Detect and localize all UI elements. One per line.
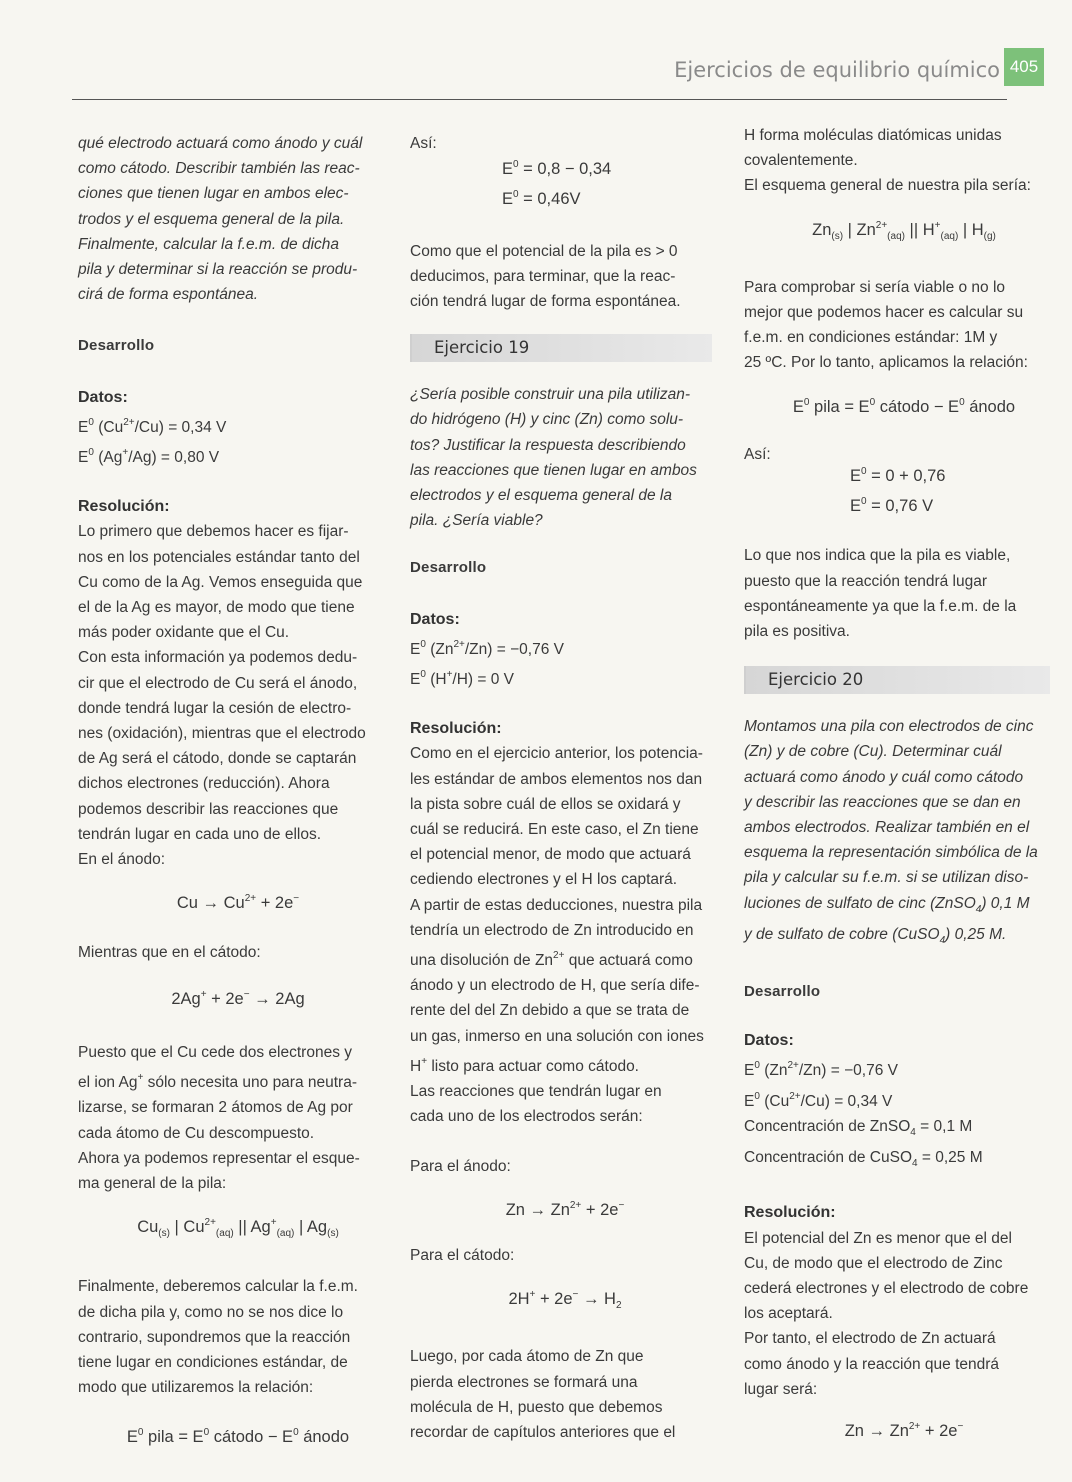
text-line: la pista sobre cuál de ellos se oxidará y — [410, 795, 681, 813]
text-line: lizarse, se formaran 2 átomos de Ag por — [78, 1099, 353, 1117]
resolution-paragraph — [410, 741, 720, 1129]
datos-heading: Datos: — [410, 610, 460, 628]
paragraph — [78, 1040, 398, 1196]
text-line: ánodo y un electrodo de H, que sería dife- — [410, 977, 700, 995]
text-line: tendría un electrodo de Zn introducido en — [410, 921, 694, 939]
text-line: contrario, supondremos que la reacción — [78, 1328, 351, 1346]
text-line: podemos describir las reacciones que — [78, 800, 339, 818]
exercise-statement-continued — [78, 131, 398, 307]
equation: $E^0 = 0,46V$ — [502, 189, 581, 209]
text-line: do hidrógeno (H) y cinc (Zn) como solu- — [410, 411, 684, 429]
text-line: cada átomo de Cu descompuesto. — [78, 1124, 315, 1142]
text-line: esquema la representación simbólica de la — [744, 844, 1038, 862]
dato-line: $E^0$ $(Zn^{2+}/Zn) = -0,76$ V — [410, 638, 564, 658]
text-line: trodos y el esquema general de la pila. — [78, 210, 345, 228]
text-line: luciones de sulfato de cinc (ZnSO$_4$) 0,1 M — [744, 894, 1030, 915]
exercise-statement — [744, 714, 1064, 953]
text-line: como cátodo. Describir también las reac- — [78, 160, 360, 178]
resolution-paragraph — [744, 1226, 1064, 1402]
equation: $E^0 = 0,8 - 0,34$ — [502, 159, 612, 179]
text-line: pila y calcular su f.e.m. si se utilizan diso- — [744, 869, 1029, 887]
text-line: Luego, por cada átomo de Zn que — [410, 1348, 644, 1366]
equation-anode: $Zn \to Zn^{2+} + 2e^-$ — [505, 1199, 625, 1219]
text-line: las reacciones que tienen lugar en ambos — [410, 461, 697, 479]
text-line: A partir de estas deducciones, nuestra pila — [410, 896, 703, 914]
text-line: ambos electrodos. Realizar también en el — [744, 819, 1030, 837]
text-line: Con esta información ya podemos dedu- — [78, 649, 358, 667]
text-line: cuál se reducirá. En este caso, el Zn tiene — [410, 821, 699, 839]
text-line: tendrán lugar en cada uno de ellos. — [78, 825, 322, 843]
dato-line: Concentración de CuSO$_4$ = 0,25 M — [744, 1149, 983, 1170]
header-title: Ejercicios de equilibrio químico — [674, 58, 1000, 82]
resolution-paragraph — [78, 519, 398, 872]
resolucion-heading: Resolución: — [78, 498, 170, 516]
exercise-statement — [410, 382, 720, 533]
text-line: Como que el potencial de la pila es > 0 — [410, 242, 678, 260]
equation-anode: $Cu \to Cu^{2+} + 2e^-$ — [176, 893, 300, 913]
paragraph — [78, 1274, 398, 1400]
text-line: (Zn) y de cobre (Cu). Determinar cuál — [744, 743, 1002, 761]
emf-relation: $E^0$ pila = $E^0$ cátodo − $E^0$ ánodo — [126, 1427, 350, 1447]
text-line: lugar será: — [744, 1380, 818, 1398]
text-line: rente del del Zn debido a que se trata de — [410, 1002, 690, 1020]
text-line: El potencial del Zn es menor que el del — [744, 1229, 1012, 1247]
dato-line: $E^0$ $(Cu^{2+}/Cu) = 0,34$ V — [744, 1090, 893, 1110]
column-2 — [410, 131, 720, 1445]
text-line: pila. ¿Sería viable? — [410, 512, 543, 530]
text-line: El esquema general de nuestra pila sería: — [744, 177, 1031, 195]
text-line: ma general de la pila: — [78, 1174, 227, 1192]
exercise-20-banner: Ejercicio 20 — [744, 666, 1050, 694]
text-line: Para el cátodo: — [410, 1246, 515, 1264]
column-1 — [78, 131, 398, 1451]
text-line: mejor que podemos hacer es calcular su — [744, 304, 1024, 322]
text-line: pila y determinar si la reacción se produ- — [78, 261, 358, 279]
dato-line: $E^0$ $(Zn^{2+}/Zn) = -0,76$ V — [744, 1060, 898, 1080]
text-line: Lo que nos indica que la pila es viable, — [744, 547, 1011, 565]
text-line: cediendo electrones y el H los captará. — [410, 871, 678, 889]
datos-heading: Datos: — [78, 388, 128, 406]
text-line: ¿Sería posible construir una pila utilizan- — [410, 386, 690, 404]
paragraph — [410, 1344, 720, 1445]
cell-scheme: $Zn_{(s)}$ | $Zn^{2+}_{(aq)}$ || $H^+_{(aq)}$ | $H_{(g)}$ — [812, 219, 996, 242]
dato-line: $E^0$ (Ag+/Ag) = 0,80 V — [78, 447, 220, 467]
text-line: cada uno de los electrodos serán: — [410, 1108, 643, 1126]
text-line: H+ listo para actuar como cátodo. — [410, 1055, 639, 1075]
text-line: Ahora ya podemos representar el esque- — [78, 1149, 360, 1167]
text-line: Como en el ejercicio anterior, los potencia- — [410, 745, 703, 763]
text-line: el potencial menor, de modo que actuará — [410, 846, 691, 864]
asi-label: Así: — [744, 445, 771, 463]
resolucion-heading: Resolución: — [744, 1204, 836, 1222]
column-3 — [744, 123, 1064, 1444]
text-line: Finalmente, calcular la f.e.m. de dicha — [78, 235, 340, 253]
text-line: ciones que tienen lugar en ambos elec- — [78, 185, 349, 203]
cell-scheme: $Cu_{(s)}$ | $Cu^{2+}_{(aq)}$ || $Ag^+_{(aq)}$ | $Ag_{(s)}$ — [137, 1217, 339, 1240]
text-line: de Ag será el cátodo, donde se captarán — [78, 750, 357, 768]
text-line: cederá electrones y el electrodo de cobre — [744, 1279, 1029, 1297]
text-line: Mientras que en el cátodo: — [78, 944, 261, 962]
equation: $E^0 = 0,76$ V — [850, 496, 934, 516]
resolucion-heading: Resolución: — [410, 720, 502, 738]
emf-relation: $E^0$ pila = $E^0$ cátodo − $E^0$ ánodo — [792, 396, 1016, 416]
dato-line: $E^0$ (H+/H) = 0 V — [410, 669, 515, 689]
text-line: Cu como de la Ag. Vemos enseguida que — [78, 573, 363, 591]
text-line: un gas, inmerso en una solución con iones — [410, 1027, 704, 1045]
text-line: cir que el electrodo de Cu será el ánodo, — [78, 674, 358, 692]
dato-line: $E^0$ $(Cu^{2+}/Cu) = 0,34$ V — [78, 416, 227, 436]
text-line: tos? Justificar la respuesta describiendo — [410, 436, 686, 454]
text-line: y describir las reacciones que se dan en — [744, 793, 1021, 811]
text-line: Por tanto, el electrodo de Zn actuará — [744, 1330, 996, 1348]
text-line: actuará como ánodo y cuál como cátodo — [744, 768, 1024, 786]
text-line: En el ánodo: — [78, 851, 166, 869]
text-line: y de sulfato de cobre (CuSO$_4$) 0,25 M. — [744, 925, 1007, 946]
text-line: Finalmente, deberemos calcular la f.e.m. — [78, 1278, 358, 1296]
text-line: de dicha pila y, como no se nos dice lo — [78, 1303, 344, 1321]
text-line: puesto que la reacción tendrá lugar — [744, 572, 987, 590]
equation-cathode: $2H^+ + 2e^- \to H_2$ — [508, 1289, 622, 1312]
text-line: 25 ºC. Por lo tanto, aplicamos la relación: — [744, 354, 1028, 372]
text-line: más poder oxidante que el Cu. — [78, 624, 290, 642]
section-heading-desarrollo: Desarrollo — [78, 337, 155, 355]
text-line: Montamos una pila con electrodos de cinc — [744, 718, 1034, 736]
text-line: el ion Ag+ sólo necesita uno para neutra- — [78, 1072, 358, 1092]
equation-cathode: 2Ag+ + 2e− → 2Ag — [171, 988, 305, 1008]
text-line: Para comprobar si sería viable o no lo — [744, 278, 1006, 296]
text-line: f.e.m. en condiciones estándar: 1M y — [744, 329, 998, 347]
paragraph — [410, 239, 720, 315]
equation: $E^0 = 0 + 0,76$ — [850, 466, 946, 486]
text-line: les estándar de ambos elementos nos dan — [410, 770, 703, 788]
text-line: ción tendrá lugar de forma espontánea. — [410, 293, 681, 311]
text-line: Puesto que el Cu cede dos electrones y — [78, 1043, 353, 1061]
text-line: electrodos y el esquema general de la — [410, 487, 672, 505]
paragraph — [744, 543, 1064, 644]
text-line: deducimos, para terminar, que la reac- — [410, 267, 676, 285]
text-line: los aceptará. — [744, 1305, 833, 1323]
text-line: molécula de H, puesto que debemos — [410, 1398, 663, 1416]
text-line: qué electrodo actuará como ánodo y cuál — [78, 135, 363, 152]
equation-anode: $Zn \to Zn^{2+} + 2e^-$ — [844, 1420, 964, 1440]
asi-label: Así: — [410, 135, 437, 152]
text-line: pierda electrones se formará una — [410, 1373, 638, 1391]
text-line: como ánodo y la reacción que tendrá — [744, 1355, 1000, 1373]
text-line: cirá de forma espontánea. — [78, 286, 259, 304]
text-line: Cu, de modo que el electrodo de Zinc — [744, 1254, 1003, 1272]
text-line: Las reacciones que tendrán lugar en — [410, 1083, 662, 1101]
text-line: recordar de capítulos anteriores que el — [410, 1423, 676, 1441]
datos-heading: Datos: — [744, 1032, 794, 1050]
text-line: pila es positiva. — [744, 623, 850, 641]
text-line: Lo primero que debemos hacer es fijar- — [78, 523, 349, 541]
text-line: nos en los potenciales estándar tanto del — [78, 548, 360, 566]
paragraph — [744, 123, 1064, 199]
text-line: modo que utilizaremos la relación: — [78, 1379, 314, 1397]
text-line: espontáneamente ya que la f.e.m. de la — [744, 597, 1017, 615]
text-line: covalentemente. — [744, 152, 858, 170]
header-divider — [72, 99, 1007, 100]
text-line: una disolución de $Zn^{2+}$ que actuará como — [410, 950, 693, 970]
dato-line: Concentración de ZnSO$_4$ = 0,1 M — [744, 1117, 973, 1138]
text-line: nes (oxidación), mientras que el electrodo — [78, 725, 366, 743]
text-line: Para el ánodo: — [410, 1157, 511, 1175]
exercise-19-banner: Ejercicio 19 — [410, 334, 712, 362]
text-line: H forma moléculas diatómicas unidas — [744, 127, 1002, 144]
text-line: el de la Ag es mayor, de modo que tiene — [78, 599, 355, 617]
section-heading-desarrollo: Desarrollo — [744, 983, 821, 1001]
text-line: dichos electrones (reducción). Ahora — [78, 775, 330, 793]
text-line: tiene lugar en condiciones estándar, de — [78, 1353, 348, 1371]
section-heading-desarrollo: Desarrollo — [410, 559, 487, 577]
page-number: 405 — [1004, 48, 1044, 86]
text-line: donde tendrá lugar la cesión de electro- — [78, 699, 352, 717]
paragraph — [744, 275, 1064, 376]
